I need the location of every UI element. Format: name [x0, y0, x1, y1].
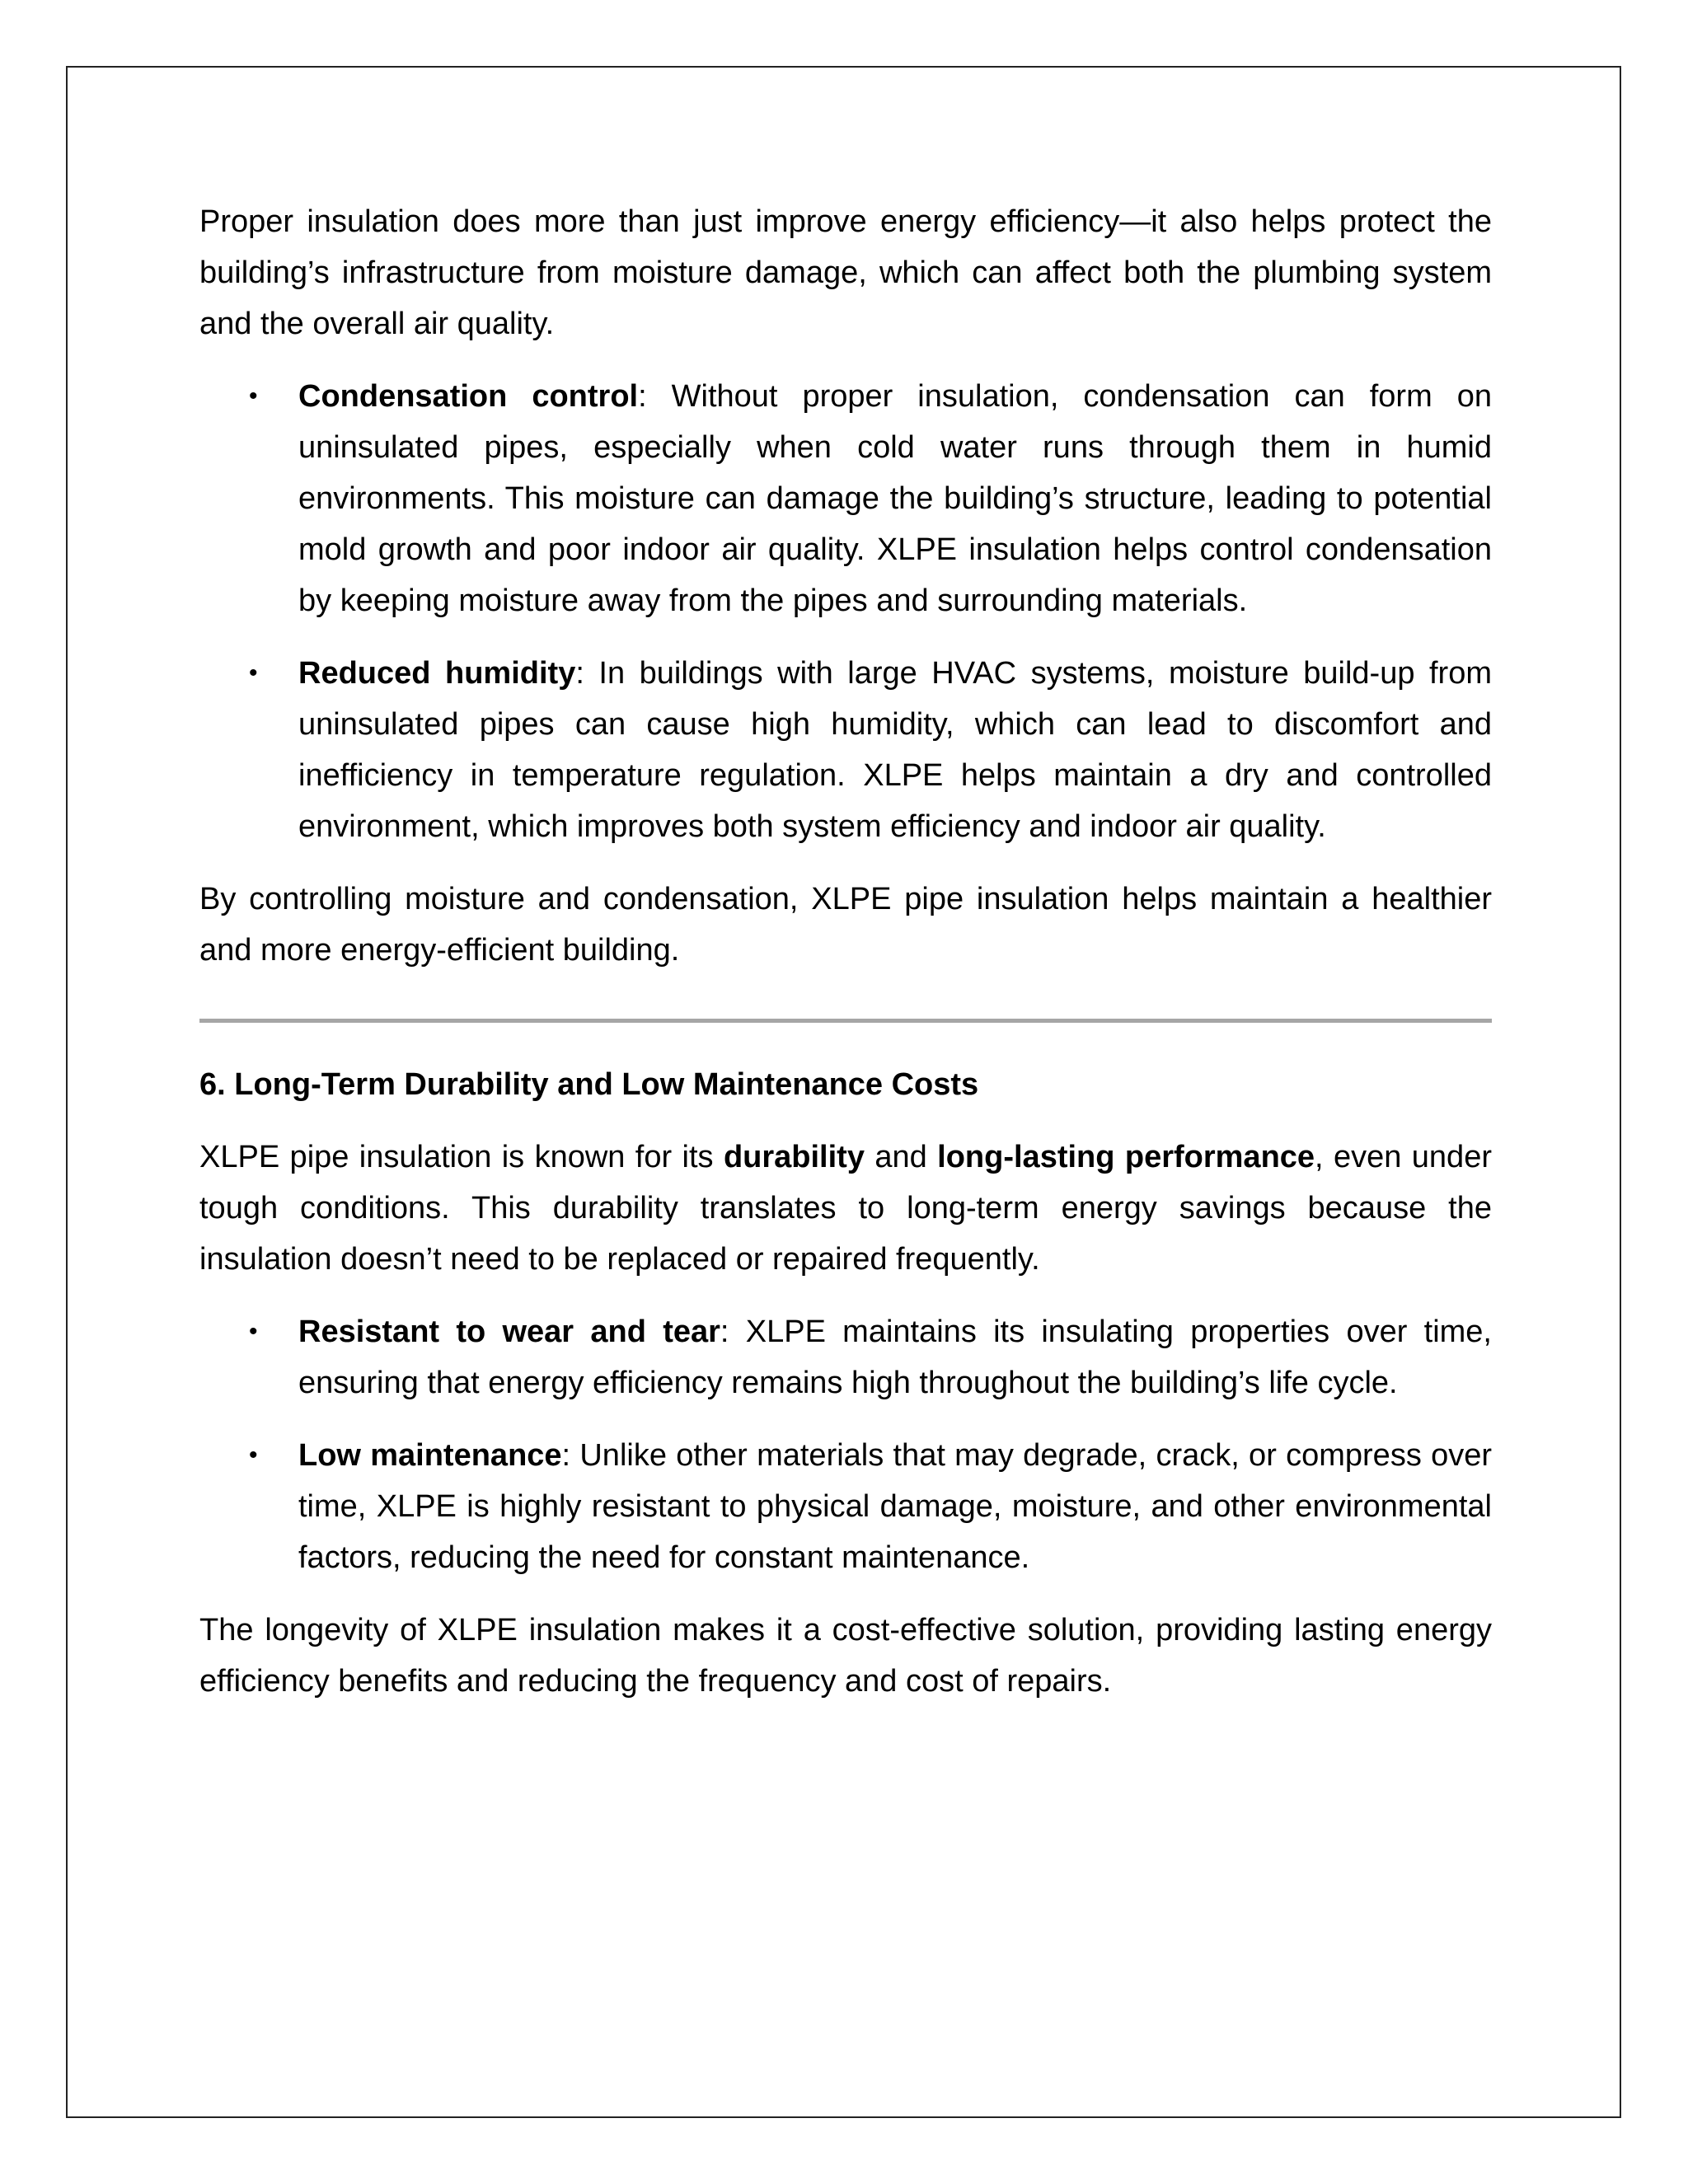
bullet-icon: • — [249, 1318, 258, 1345]
text-run: , even under tough conditions. This durability translates to long-term energy savings because the insulation doesn’t need to be replaced or repaired frequently. — [199, 1140, 1492, 1277]
bullet-text: : XLPE maintains its insulating properties over time, ensuring that energy efficiency remains high throughout the building’s life cycle. — [298, 1315, 1492, 1400]
bullet-icon: • — [249, 382, 258, 410]
section-heading: 6. Long-Term Durability and Low Maintenance Costs — [199, 1067, 979, 1102]
bullet-item-reduced-humidity — [199, 648, 1492, 852]
section-intro-paragraph — [199, 1132, 1492, 1285]
bullet-item-condensation-control — [199, 371, 1492, 626]
bold-term-long-lasting-performance: long-lasting performance — [937, 1140, 1315, 1174]
bullet-text: : Unlike other materials that may degrade, crack, or compress over time, XLPE is highly resistant to physical damage, moisture, and other environmental factors, reducing the need for constant maintenance. — [298, 1438, 1492, 1575]
bullet-term: Resistant to wear and tear — [298, 1315, 720, 1349]
bullet-term: Low maintenance — [298, 1438, 562, 1473]
bullet-icon: • — [249, 659, 258, 687]
bold-term-durability: durability — [723, 1140, 865, 1174]
bullet-icon: • — [249, 1441, 258, 1469]
bullet-item-resistant-to-wear — [199, 1306, 1492, 1408]
bullet-text: : In buildings with large HVAC systems, moisture build-up from uninsulated pipes can cause high humidity, which can lead to discomfort and inefficiency in temperature regulation. XLPE helps maintain a dry and controlled environment, which improves both system efficiency and indoor air quality. — [298, 656, 1492, 844]
text-run: XLPE pipe insulation is known for its — [199, 1140, 724, 1174]
bullet-term: Condensation control — [298, 379, 639, 414]
intro-paragraph: Proper insulation does more than just improve energy efficiency—it also helps protect the building’s infrastructure from moisture damage, which can affect both the plumbing system and the overall air quality. — [199, 204, 1492, 341]
moisture-summary-paragraph: By controlling moisture and condensation, XLPE pipe insulation helps maintain a healthier and more energy-efficient building. — [199, 882, 1492, 968]
section-summary-paragraph: The longevity of XLPE insulation makes it a cost-effective solution, providing lasting energy efficiency benefits and reducing the frequency and cost of repairs. — [199, 1613, 1492, 1699]
bullet-term: Reduced humidity — [298, 656, 576, 691]
bullet-item-low-maintenance — [199, 1430, 1492, 1583]
durability-bullet-list — [199, 1306, 1492, 1583]
bullet-text: : Without proper insulation, condensation can form on uninsulated pipes, especially when cold water runs through them in humid environments. This moisture can damage the building’s structure, leading to potential mold growth and poor indoor air quality. XLPE insulation helps control condensation by keeping moisture away from the pipes and surrounding materials. — [298, 379, 1492, 618]
document-body — [199, 196, 1492, 1707]
text-run: and — [864, 1140, 938, 1174]
section-divider — [199, 1019, 1492, 1023]
moisture-bullet-list — [199, 371, 1492, 852]
